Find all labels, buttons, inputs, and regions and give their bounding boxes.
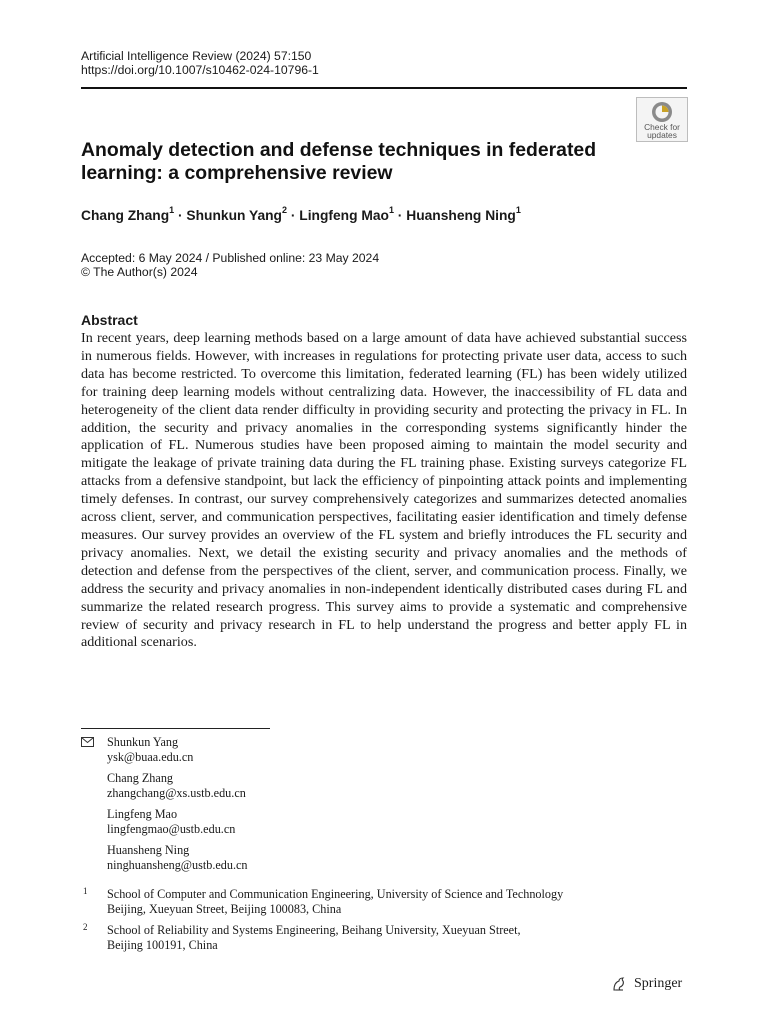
check-for-updates-badge[interactable] <box>636 97 688 142</box>
author-affiliation-mark: 1 <box>169 205 175 216</box>
author-list <box>81 207 521 225</box>
author-separator: · <box>393 208 407 223</box>
badge-line-2: updates <box>647 130 677 140</box>
copyright-notice: © The Author(s) 2024 <box>81 265 198 279</box>
contact-email[interactable]: zhangchang@xs.ustb.edu.cn <box>107 786 246 800</box>
contact-name: Huansheng Ning <box>107 843 190 857</box>
author-name: Chang Zhang <box>81 208 170 223</box>
contact-email[interactable]: ysk@buaa.edu.cn <box>107 750 194 764</box>
author-separator: · <box>287 208 300 223</box>
author-name: Shunkun Yang <box>186 208 282 223</box>
contact-email[interactable]: ninghuansheng@ustb.edu.cn <box>107 858 248 872</box>
affiliation-line: School of Computer and Communication Engineering, University of Science and Technology <box>107 887 564 901</box>
abstract-heading: Abstract <box>81 312 138 328</box>
abstract-body: In recent years, deep learning methods based on a large amount of data have achieved substantial success in numerous fields. However, with increases in regulations for protecting private user data, access to such data has become restricted. To overcome this limitation, federated learning (FL) has been widely utilized for training deep learning models without centralizing data. However, the inaccessibility of FL data and heterogeneity of the client data render difficulty in providing security and protecting the privacy in FL. In addition, the security and privacy anomalies in the corresponding systems significantly hinder the application of FL. Numerous studies have been proposed aiming to maintain the model security and mitigate the leakage of private training data during the FL training phase. Existing surveys categorize FL attacks from a defensive standpoint, but lack the efficiency of pinpointing attack points and implementing timely defenses. In contrast, our survey comprehensively categorizes and summarizes detected anomalies across client, server, and communication perspectives, facilitating easier identification and timely defense measures. Our survey provides an overview of the FL system and briefly introduces the FL security and privacy anomalies. Next, we detail the existing security and privacy anomalies and the methods of detection and defense from the perspectives of the client, server, and communication process. Finally, we address the security and privacy anomalies in non-independent identically distributed cases during FL and summarize the related research progress. This survey aims to provide a systematic and comprehensive review of security and privacy research in FL to help understand the progress and better apply FL in additional scenarios. <box>81 330 687 651</box>
author-affiliation-mark: 1 <box>388 205 394 216</box>
contact-name: Lingfeng Mao <box>107 807 178 821</box>
badge-line-1: Check for <box>644 122 680 132</box>
contact-name: Shunkun Yang <box>107 735 179 749</box>
springer-horse-icon <box>611 976 627 992</box>
paper-title: Anomaly detection and defense techniques in federated learning: a comprehensive review <box>81 139 597 184</box>
publisher-name: Springer <box>634 976 683 991</box>
envelope-icon <box>81 737 94 747</box>
footnote-rule <box>81 728 270 729</box>
check-updates-icon <box>649 101 675 123</box>
journal-citation: Artificial Intelligence Review (2024) 57:150 <box>81 49 312 63</box>
affiliation-line: Beijing 100191, China <box>107 938 218 952</box>
doi-link[interactable]: https://doi.org/10.1007/s10462-024-10796-1 <box>81 63 319 77</box>
author-name: Huansheng Ning <box>406 208 516 223</box>
author-affiliation-mark: 2 <box>282 205 288 216</box>
author-separator: · <box>174 208 187 223</box>
affiliation-line: School of Reliability and Systems Engineering, Beihang University, Xueyuan Street, <box>107 923 521 937</box>
affiliation-number: 1 <box>83 886 88 896</box>
contact-name: Chang Zhang <box>107 771 174 785</box>
publication-dates: Accepted: 6 May 2024 / Published online: 23 May 2024 <box>81 251 380 265</box>
author-name: Lingfeng Mao <box>299 208 389 223</box>
affiliation-line: Beijing, Xueyuan Street, Beijing 100083, China <box>107 902 342 916</box>
affiliation-number: 2 <box>83 922 88 932</box>
header-rule <box>81 87 687 89</box>
author-affiliation-mark: 1 <box>515 205 521 216</box>
contact-email[interactable]: lingfengmao@ustb.edu.cn <box>107 822 236 836</box>
